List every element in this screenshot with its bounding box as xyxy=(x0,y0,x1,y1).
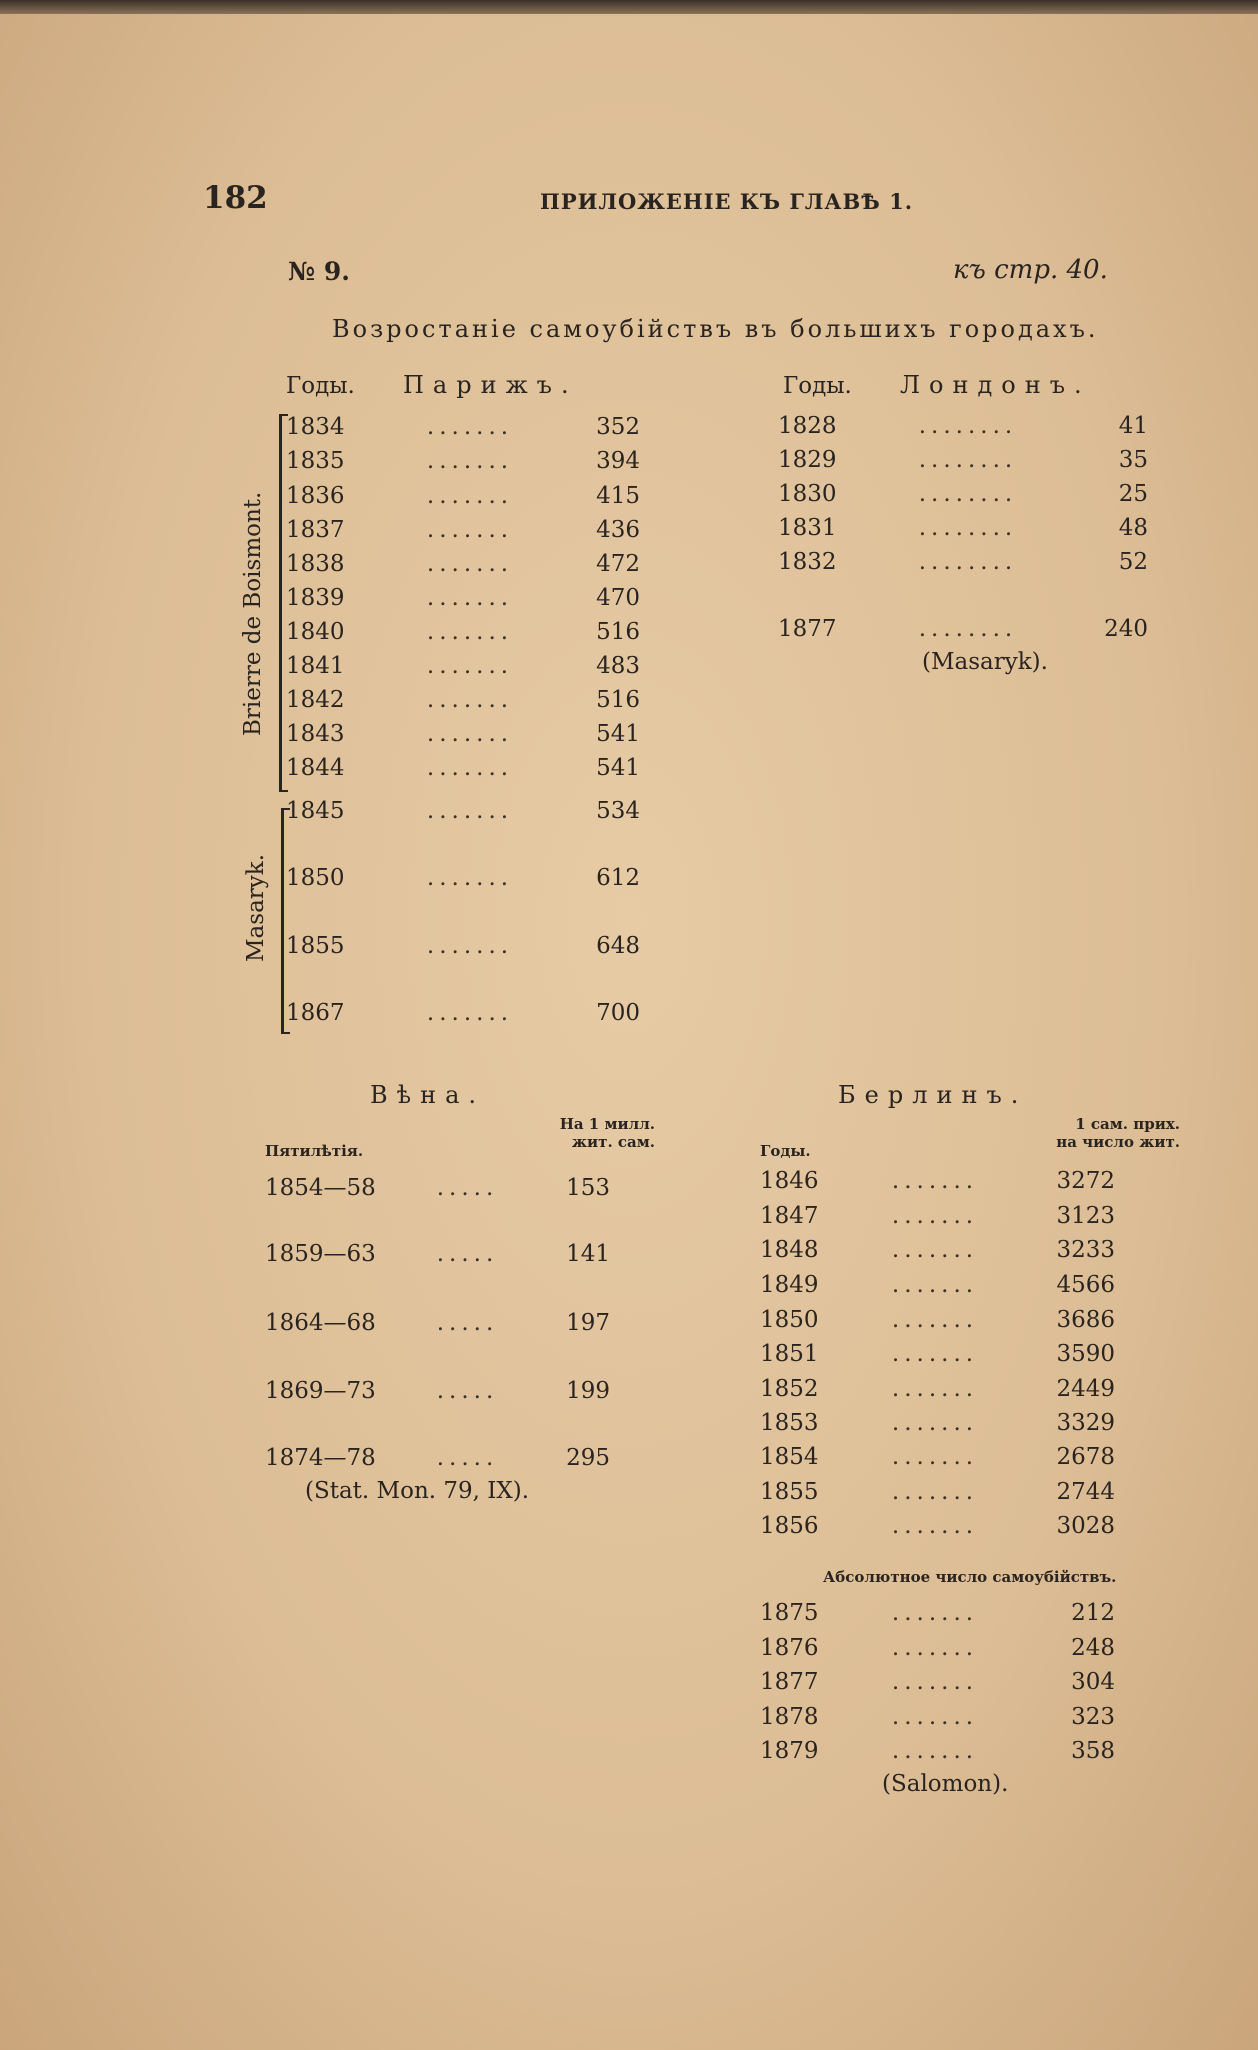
paris-value: 541 xyxy=(596,721,640,747)
berlin-year: 1854 xyxy=(760,1444,819,1470)
paris-leader-dots: ....... xyxy=(426,721,514,747)
berlin-col-rate-line1: 1 сам. прих. xyxy=(1075,1115,1180,1133)
berlin-leader-dots: ....... xyxy=(891,1341,979,1367)
paris-year: 1837 xyxy=(286,517,345,543)
london-value: 41 xyxy=(1118,413,1148,439)
vienna-period: 1874—78 xyxy=(265,1445,376,1471)
paris-value: 352 xyxy=(596,414,640,440)
london-row xyxy=(778,413,1148,439)
berlin-col-rate xyxy=(1010,1115,1180,1151)
paris-year: 1845 xyxy=(286,798,345,824)
berlin-leader-dots: ....... xyxy=(891,1376,979,1402)
document-number: № 9. xyxy=(288,257,350,286)
berlin-leader-dots: ....... xyxy=(891,1307,979,1333)
berlin-row xyxy=(760,1513,1115,1539)
paris-leader-dots: ....... xyxy=(426,1000,514,1026)
berlin-leader-dots: ....... xyxy=(891,1237,979,1263)
paris-row xyxy=(286,865,640,891)
paris-leader-dots: ....... xyxy=(426,517,514,543)
london-row xyxy=(778,481,1148,507)
vienna-col-rate xyxy=(545,1115,655,1151)
berlin-col-years: Годы. xyxy=(760,1142,811,1160)
vienna-period: 1854—58 xyxy=(265,1175,376,1201)
paris-city-heading: Парижъ. xyxy=(403,371,578,399)
paris-leader-dots: ....... xyxy=(426,933,514,959)
berlin-absolute-value: 323 xyxy=(1071,1704,1115,1730)
berlin-row xyxy=(760,1203,1115,1229)
berlin-value: 2449 xyxy=(1056,1376,1115,1402)
berlin-absolute-label: Абсолютное число самоубійствъ. xyxy=(823,1568,1117,1586)
berlin-absolute-leader-dots: ....... xyxy=(891,1600,979,1626)
vienna-value: 153 xyxy=(566,1175,610,1201)
berlin-absolute-value: 358 xyxy=(1071,1738,1115,1764)
vienna-row xyxy=(265,1378,610,1404)
paris-value: 534 xyxy=(596,798,640,824)
paris-row xyxy=(286,517,640,543)
london-value: 25 xyxy=(1118,481,1148,507)
berlin-year: 1849 xyxy=(760,1272,819,1298)
berlin-absolute-row xyxy=(760,1704,1115,1730)
berlin-value: 3590 xyxy=(1056,1341,1115,1367)
london-row xyxy=(778,515,1148,541)
london-year: 1829 xyxy=(778,447,837,473)
paris-value: 612 xyxy=(596,865,640,891)
paris-year: 1867 xyxy=(286,1000,345,1026)
paris-leader-dots: ....... xyxy=(426,653,514,679)
london-row xyxy=(778,549,1148,575)
london-value: 52 xyxy=(1118,549,1148,575)
berlin-leader-dots: ....... xyxy=(891,1203,979,1229)
paris-row xyxy=(286,933,640,959)
berlin-value: 3233 xyxy=(1056,1237,1115,1263)
berlin-city-heading: Берлинъ. xyxy=(838,1081,1028,1109)
london-leader-dots: ........ xyxy=(918,549,1018,575)
vienna-value: 197 xyxy=(566,1310,610,1336)
berlin-year: 1848 xyxy=(760,1237,819,1263)
berlin-year: 1855 xyxy=(760,1479,819,1505)
paris-row xyxy=(286,755,640,781)
paris-row xyxy=(286,653,640,679)
berlin-absolute-row xyxy=(760,1738,1115,1764)
paris-value: 516 xyxy=(596,687,640,713)
berlin-absolute-year: 1876 xyxy=(760,1635,819,1661)
berlin-absolute-leader-dots: ....... xyxy=(891,1635,979,1661)
paris-value: 415 xyxy=(596,483,640,509)
london-row xyxy=(778,447,1148,473)
paris-row xyxy=(286,585,640,611)
berlin-absolute-leader-dots: ....... xyxy=(891,1704,979,1730)
vienna-leader-dots: ..... xyxy=(436,1310,499,1336)
berlin-year: 1850 xyxy=(760,1307,819,1333)
paris-leader-dots: ....... xyxy=(426,798,514,824)
berlin-absolute-year: 1877 xyxy=(760,1669,819,1695)
paris-row xyxy=(286,798,640,824)
paris-row xyxy=(286,1000,640,1026)
vienna-leader-dots: ..... xyxy=(436,1378,499,1404)
berlin-absolute-value: 304 xyxy=(1071,1669,1115,1695)
berlin-value: 2678 xyxy=(1056,1444,1115,1470)
vienna-period: 1859—63 xyxy=(265,1241,376,1267)
paris-value: 436 xyxy=(596,517,640,543)
berlin-year: 1847 xyxy=(760,1203,819,1229)
vienna-city-heading: Вѣна. xyxy=(370,1081,486,1109)
london-leader-dots: ........ xyxy=(918,447,1018,473)
berlin-row xyxy=(760,1376,1115,1402)
paris-leader-dots: ....... xyxy=(426,585,514,611)
berlin-value: 3329 xyxy=(1056,1410,1115,1436)
berlin-row xyxy=(760,1341,1115,1367)
paris-year: 1838 xyxy=(286,551,345,577)
paris-year: 1839 xyxy=(286,585,345,611)
berlin-row xyxy=(760,1410,1115,1436)
berlin-row xyxy=(760,1168,1115,1194)
vienna-row xyxy=(265,1241,610,1267)
berlin-absolute-value: 212 xyxy=(1071,1600,1115,1626)
paris-year: 1841 xyxy=(286,653,345,679)
berlin-absolute-year: 1878 xyxy=(760,1704,819,1730)
berlin-row xyxy=(760,1444,1115,1470)
berlin-absolute-leader-dots: ....... xyxy=(891,1738,979,1764)
paris-year: 1855 xyxy=(286,933,345,959)
vienna-col-rate-line1: На 1 милл. xyxy=(559,1115,655,1133)
berlin-row xyxy=(760,1307,1115,1333)
london-leader-dots: ........ xyxy=(918,616,1018,642)
berlin-year: 1846 xyxy=(760,1168,819,1194)
paris-leader-dots: ....... xyxy=(426,755,514,781)
berlin-absolute-value: 248 xyxy=(1071,1635,1115,1661)
paris-value: 700 xyxy=(596,1000,640,1026)
london-value: 240 xyxy=(1104,616,1148,642)
paris-row xyxy=(286,448,640,474)
paris-value: 541 xyxy=(596,755,640,781)
paris-year: 1835 xyxy=(286,448,345,474)
vienna-col-rate-line2: жит. сам. xyxy=(571,1133,655,1151)
vienna-row xyxy=(265,1175,610,1201)
london-city-heading: Лондонъ. xyxy=(900,371,1091,399)
paris-row xyxy=(286,619,640,645)
berlin-absolute-year: 1879 xyxy=(760,1738,819,1764)
running-head: ПРИЛОЖЕНІЕ КЪ ГЛАВѢ 1. xyxy=(540,189,914,214)
berlin-leader-dots: ....... xyxy=(891,1444,979,1470)
paris-row xyxy=(286,551,640,577)
paris-value: 483 xyxy=(596,653,640,679)
paris-value: 470 xyxy=(596,585,640,611)
berlin-absolute-leader-dots: ....... xyxy=(891,1669,979,1695)
paris-leader-dots: ....... xyxy=(426,448,514,474)
berlin-absolute-row xyxy=(760,1600,1115,1626)
paris-leader-dots: ....... xyxy=(426,414,514,440)
berlin-leader-dots: ....... xyxy=(891,1410,979,1436)
paris-leader-dots: ....... xyxy=(426,619,514,645)
masaryk-source-label: Masaryk. xyxy=(243,853,269,962)
paris-row xyxy=(286,483,640,509)
berlin-absolute-year: 1875 xyxy=(760,1600,819,1626)
london-leader-dots: ........ xyxy=(918,413,1018,439)
vienna-value: 295 xyxy=(566,1445,610,1471)
london-value: 48 xyxy=(1118,515,1148,541)
berlin-value: 3686 xyxy=(1056,1307,1115,1333)
vienna-leader-dots: ..... xyxy=(436,1175,499,1201)
berlin-leader-dots: ....... xyxy=(891,1479,979,1505)
berlin-year: 1852 xyxy=(760,1376,819,1402)
paris-row xyxy=(286,414,640,440)
paris-year: 1844 xyxy=(286,755,345,781)
vienna-source: (Stat. Mon. 79, IX). xyxy=(305,1478,530,1504)
brierre-source-label: Brierre de Boismont. xyxy=(240,491,266,736)
berlin-value: 2744 xyxy=(1056,1479,1115,1505)
vienna-period: 1864—68 xyxy=(265,1310,376,1336)
page-top-edge xyxy=(0,0,1258,14)
london-year: 1877 xyxy=(778,616,837,642)
berlin-source: (Salomon). xyxy=(882,1771,1009,1797)
berlin-col-rate-line2: на число жит. xyxy=(1056,1133,1180,1151)
vienna-col-periods: Пятилѣтія. xyxy=(265,1142,364,1160)
berlin-year: 1856 xyxy=(760,1513,819,1539)
paris-year: 1840 xyxy=(286,619,345,645)
berlin-leader-dots: ....... xyxy=(891,1168,979,1194)
berlin-row xyxy=(760,1272,1115,1298)
paris-year: 1842 xyxy=(286,687,345,713)
berlin-absolute-row xyxy=(760,1635,1115,1661)
vienna-row xyxy=(265,1310,610,1336)
berlin-row xyxy=(760,1237,1115,1263)
vienna-leader-dots: ..... xyxy=(436,1241,499,1267)
london-years-label: Годы. xyxy=(783,373,852,399)
berlin-value: 3272 xyxy=(1056,1168,1115,1194)
vienna-row xyxy=(265,1445,610,1471)
paris-leader-dots: ....... xyxy=(426,687,514,713)
paris-year: 1834 xyxy=(286,414,345,440)
berlin-absolute-row xyxy=(760,1669,1115,1695)
paris-leader-dots: ....... xyxy=(426,865,514,891)
berlin-value: 3028 xyxy=(1056,1513,1115,1539)
berlin-leader-dots: ....... xyxy=(891,1272,979,1298)
paris-value: 394 xyxy=(596,448,640,474)
paris-years-label: Годы. xyxy=(286,373,355,399)
page-reference: къ стр. 40. xyxy=(953,255,1108,285)
paris-value: 648 xyxy=(596,933,640,959)
berlin-year: 1851 xyxy=(760,1341,819,1367)
berlin-value: 3123 xyxy=(1056,1203,1115,1229)
paris-leader-dots: ....... xyxy=(426,551,514,577)
paris-year: 1836 xyxy=(286,483,345,509)
paris-year: 1843 xyxy=(286,721,345,747)
paris-year: 1850 xyxy=(286,865,345,891)
vienna-period: 1869—73 xyxy=(265,1378,376,1404)
page-title: Возростаніе самоубійствъ въ большихъ городахъ. xyxy=(332,315,1099,343)
london-value: 35 xyxy=(1118,447,1148,473)
london-source: (Masaryk). xyxy=(922,649,1048,675)
berlin-row xyxy=(760,1479,1115,1505)
paris-value: 516 xyxy=(596,619,640,645)
berlin-value: 4566 xyxy=(1056,1272,1115,1298)
berlin-leader-dots: ....... xyxy=(891,1513,979,1539)
london-row xyxy=(778,616,1148,642)
paris-row xyxy=(286,687,640,713)
london-year: 1828 xyxy=(778,413,837,439)
london-year: 1830 xyxy=(778,481,837,507)
vienna-leader-dots: ..... xyxy=(436,1445,499,1471)
london-year: 1832 xyxy=(778,549,837,575)
vienna-value: 199 xyxy=(566,1378,610,1404)
page-number: 182 xyxy=(203,180,268,216)
vienna-value: 141 xyxy=(566,1241,610,1267)
berlin-year: 1853 xyxy=(760,1410,819,1436)
london-leader-dots: ........ xyxy=(918,481,1018,507)
paris-leader-dots: ....... xyxy=(426,483,514,509)
paris-row xyxy=(286,721,640,747)
paris-value: 472 xyxy=(596,551,640,577)
london-year: 1831 xyxy=(778,515,837,541)
london-leader-dots: ........ xyxy=(918,515,1018,541)
